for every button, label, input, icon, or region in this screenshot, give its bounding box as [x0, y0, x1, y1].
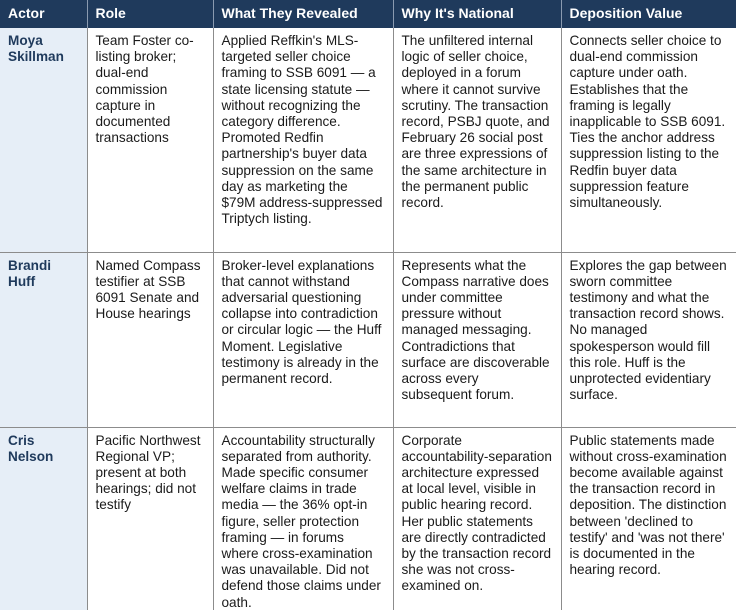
header-role: Role [87, 0, 213, 28]
table-header-row [0, 0, 736, 28]
role-cell: Team Foster co-listing broker; dual-end commission capture in documented transactions [87, 28, 213, 252]
role-cell: Named Compass testifier at SSB 6091 Senate and House hearings [87, 252, 213, 427]
header-revealed: What They Revealed [213, 0, 393, 28]
revealed-cell: Applied Reffkin's MLS-targeted seller choice framing to SSB 6091 — a state licensing statute — without recognizing the category difference. Promoted Redfin partnership's buyer data suppression on the same day as marketing the $79M address-suppressed Triptych listing. [213, 28, 393, 252]
table-row [0, 28, 736, 252]
deposition-value-cell: Explores the gap between sworn committee testimony and what the transaction record shows. No managed spokesperson would fill this role. Huff is the unprotected evidentiary surface. [561, 252, 736, 427]
role-cell: Pacific Northwest Regional VP; present at both hearings; did not testify [87, 427, 213, 610]
header-actor: Actor [0, 0, 87, 28]
actor-cell: Cris Nelson [0, 427, 87, 610]
header-national: Why It's National [393, 0, 561, 28]
national-cell: The unfiltered internal logic of seller choice, deployed in a forum where it cannot survive scrutiny. The transaction record, PSBJ quote, and February 26 social post are three expressions of the same architecture in the permanent public record. [393, 28, 561, 252]
table-row [0, 427, 736, 610]
deposition-value-cell: Public statements made without cross-examination become available against the transaction record in deposition. The distinction between 'declined to testify' and 'was not there' is documented in the hearing record. [561, 427, 736, 610]
actor-cell: Brandi Huff [0, 252, 87, 427]
revealed-cell: Broker-level explanations that cannot withstand adversarial questioning collapse into contradiction or circular logic — the Huff Moment. Legislative testimony is already in the permanent record. [213, 252, 393, 427]
national-cell: Corporate accountability-separation architecture expressed at local level, visible in public hearing record. Her public statements are directly contradicted by the transaction record she was not cross-examined on. [393, 427, 561, 610]
actor-cell: Moya Skillman [0, 28, 87, 252]
national-cell: Represents what the Compass narrative does under committee pressure without managed messaging. Contradictions that surface are discoverable across every subsequent forum. [393, 252, 561, 427]
header-deposition-value: Deposition Value [561, 0, 736, 28]
revealed-cell: Accountability structurally separated from authority. Made specific consumer welfare claims in trade media — the 36% opt-in figure, seller protection framing — in forums where cross-examination was unavailable. Did not defend those claims under oath. [213, 427, 393, 610]
deposition-value-cell: Connects seller choice to dual-end commission capture under oath. Establishes that the framing is legally inapplicable to SSB 6091. Ties the anchor address suppression listing to the Redfin buyer data suppression feature simultaneously. [561, 28, 736, 252]
table-row [0, 252, 736, 427]
